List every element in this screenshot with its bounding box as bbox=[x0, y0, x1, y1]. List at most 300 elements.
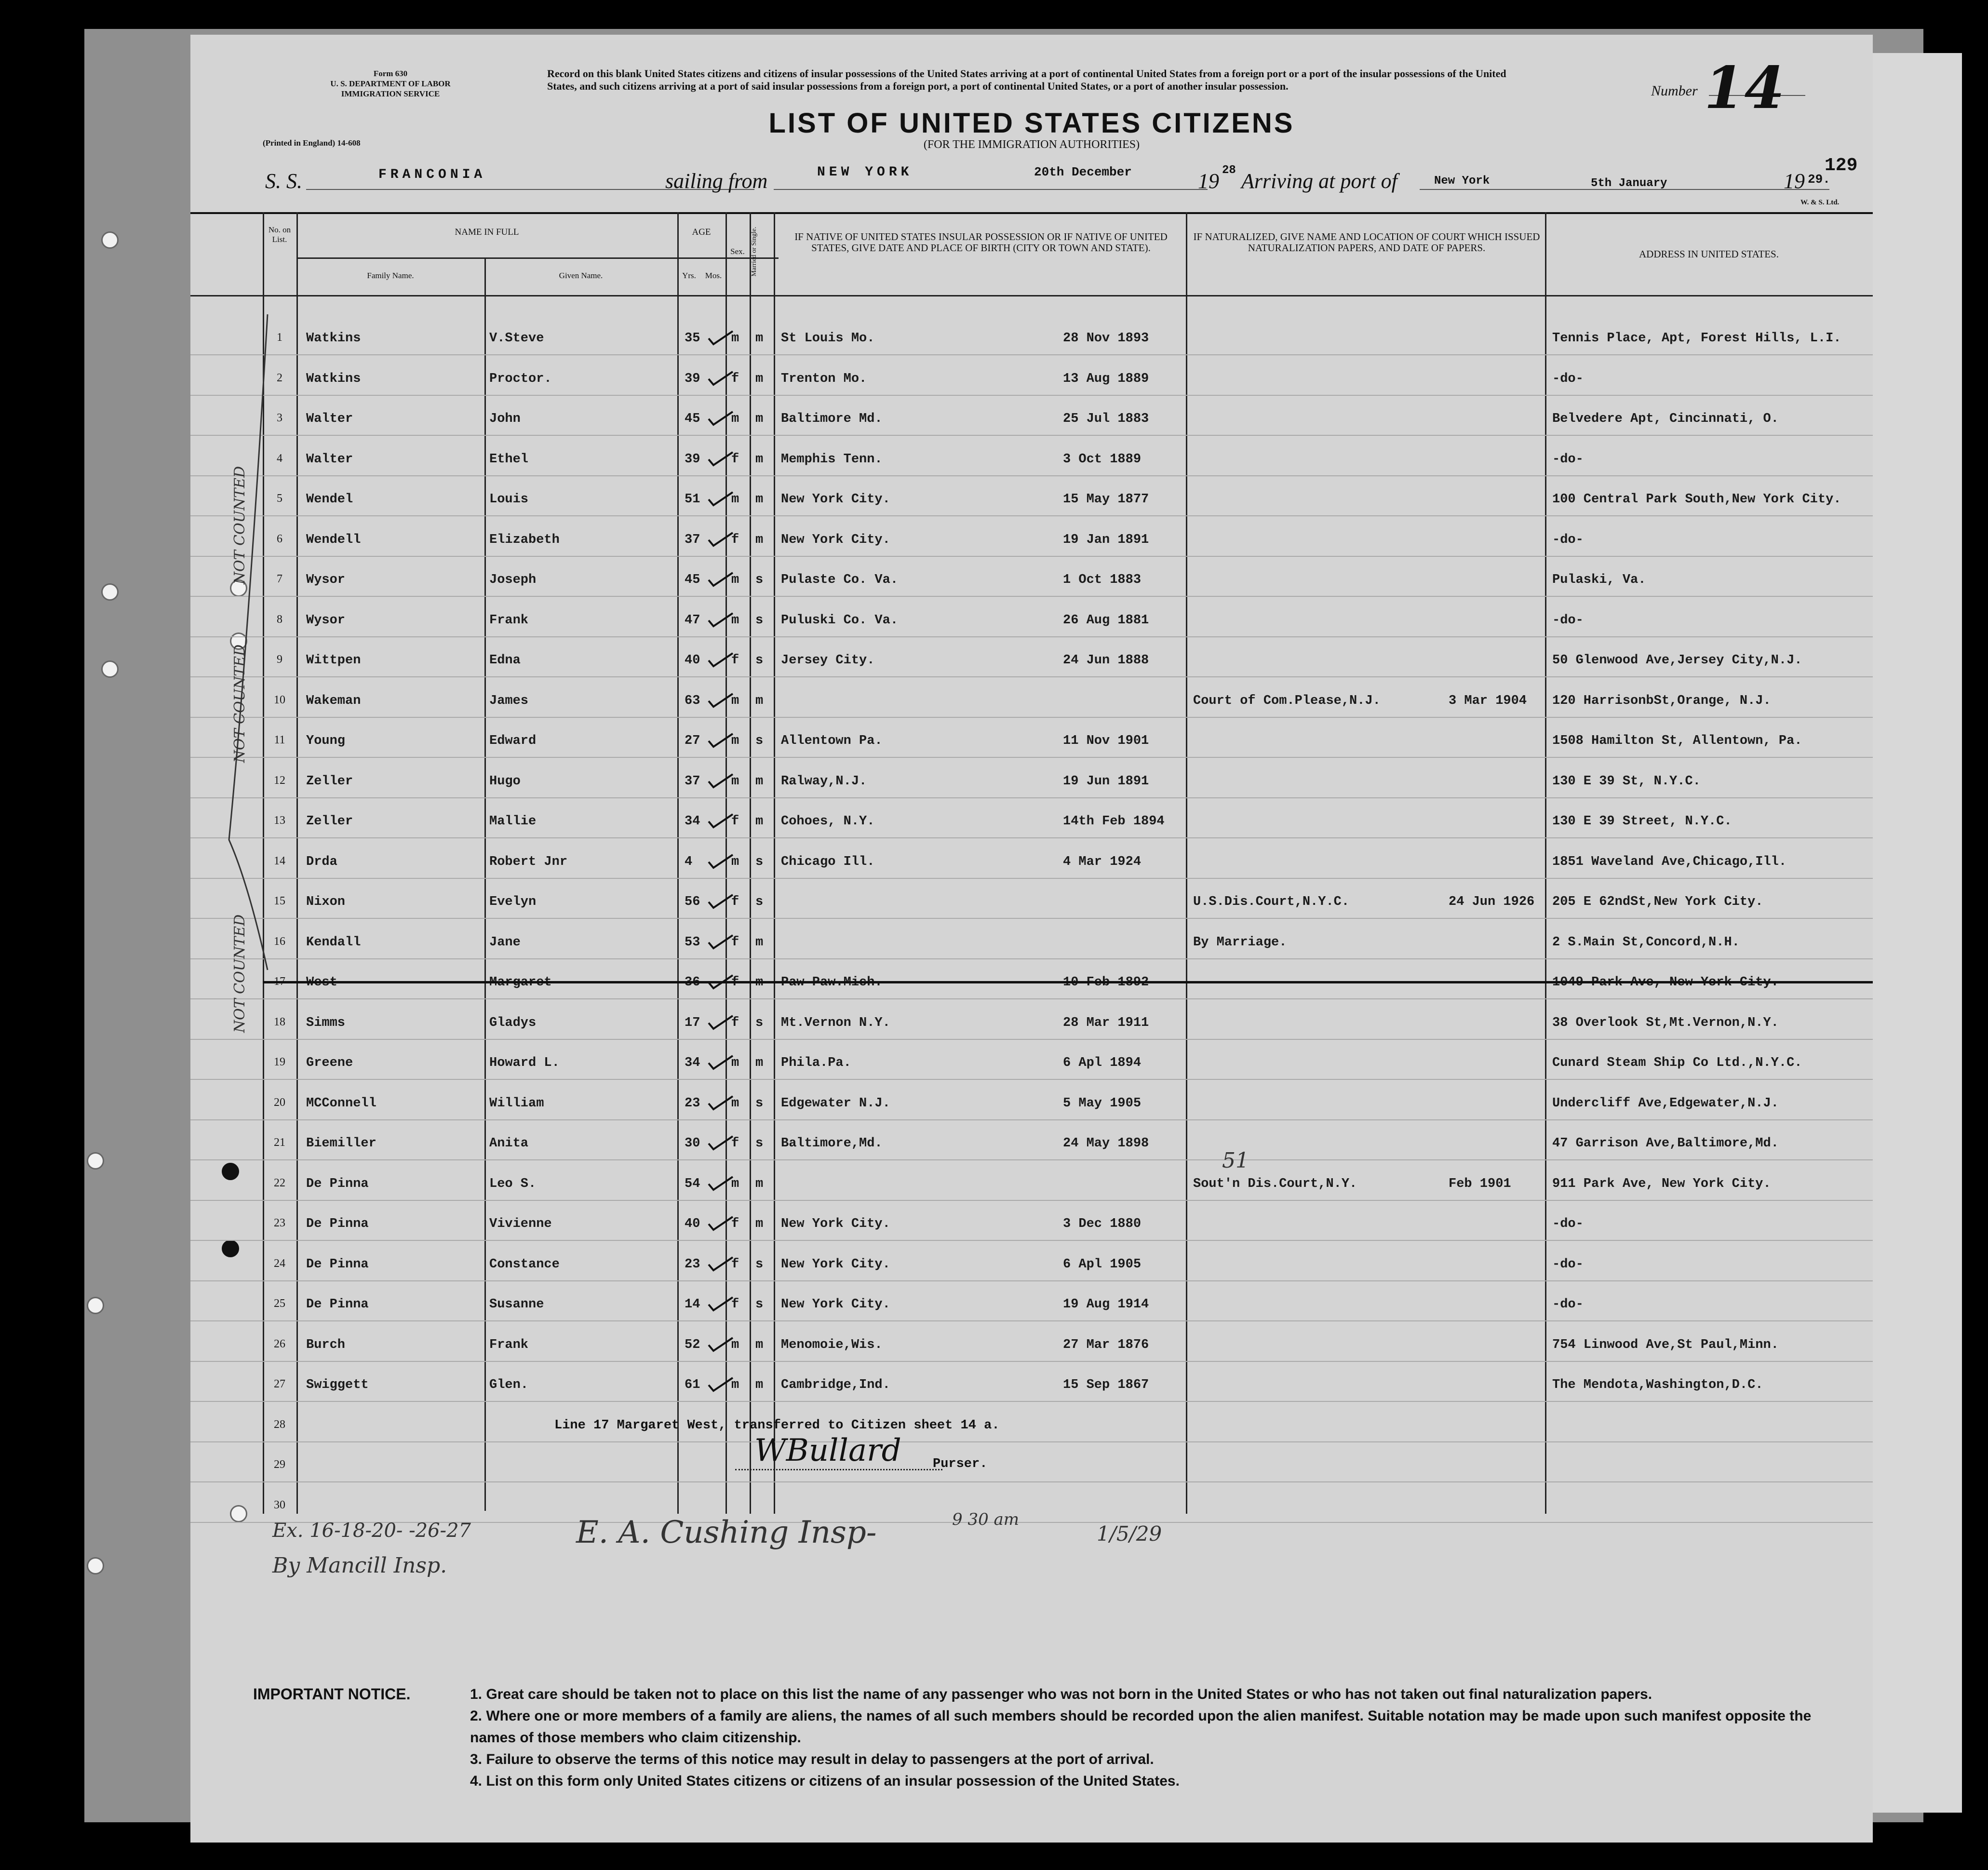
row-rule bbox=[190, 1119, 1873, 1120]
birth-place: Menomoie,Wis. bbox=[781, 1337, 883, 1352]
row-number: 5 bbox=[277, 492, 282, 505]
row-number: 12 bbox=[274, 774, 285, 787]
family-name: De Pinna bbox=[306, 1176, 369, 1191]
not-counted-note: NOT COUNTED bbox=[231, 644, 249, 763]
marital-status: s bbox=[755, 1015, 764, 1030]
number-51-note: 51 bbox=[1222, 1148, 1249, 1173]
row-number: 26 bbox=[274, 1337, 285, 1350]
col-sep bbox=[1186, 212, 1187, 1514]
row-rule bbox=[190, 958, 1873, 959]
us-address: 100 Central Park South,New York City. bbox=[1552, 492, 1841, 507]
row-rule bbox=[190, 556, 1873, 557]
birth-date: 27 Mar 1876 bbox=[1063, 1337, 1149, 1352]
birth-date: 25 Jul 1883 bbox=[1063, 412, 1149, 426]
marital-status: m bbox=[755, 693, 764, 708]
service-name: IMMIGRATION SERVICE bbox=[341, 89, 440, 98]
age-years: 40 bbox=[685, 653, 700, 668]
age-years: 61 bbox=[685, 1378, 700, 1392]
sex: m bbox=[731, 1337, 739, 1352]
us-address: 911 Park Ave, New York City. bbox=[1552, 1176, 1771, 1191]
naturalization-court: Court of Com.Please,N.J. bbox=[1193, 693, 1381, 708]
marital-status: m bbox=[755, 814, 764, 829]
sailing-from-label: sailing from bbox=[665, 169, 768, 193]
age-years: 34 bbox=[685, 1056, 700, 1070]
age-years: 14 bbox=[685, 1297, 700, 1312]
record-notice: Record on this blank United States citizens and citizens of insular possessions of the United States arriving at a port of continental United States from a foreign port or a port of the insular possessions of the United States, and such citizens arriving at a port of said insular possessions from a foreign port, a port of continental United States, or a port of another insular possession. bbox=[547, 67, 1506, 92]
col-sep bbox=[484, 257, 486, 1511]
marital-status: m bbox=[755, 1378, 764, 1392]
birth-date: 19 Jun 1891 bbox=[1063, 774, 1149, 789]
sex: m bbox=[731, 1176, 739, 1191]
row-rule bbox=[190, 475, 1873, 476]
given-name: Proctor. bbox=[489, 371, 552, 386]
check-mark bbox=[706, 1053, 735, 1073]
time-note: 9 30 am bbox=[952, 1510, 1020, 1529]
birth-place: New York City. bbox=[781, 532, 890, 547]
sex: f bbox=[731, 371, 739, 386]
birth-date: 3 Oct 1889 bbox=[1063, 452, 1142, 467]
age-years: 52 bbox=[685, 1337, 700, 1352]
form-info bbox=[328, 68, 453, 99]
col-header-sex: Sex. bbox=[730, 247, 745, 256]
sex: m bbox=[731, 693, 739, 708]
row-number: 22 bbox=[274, 1176, 285, 1189]
check-mark bbox=[706, 1375, 735, 1395]
col-header-no: No. on List. bbox=[268, 225, 291, 244]
us-address: -do- bbox=[1552, 613, 1584, 628]
check-mark bbox=[706, 1094, 735, 1113]
marital-status: s bbox=[755, 734, 764, 748]
given-name: Louis bbox=[489, 492, 529, 507]
birth-date: 26 Aug 1881 bbox=[1063, 613, 1149, 628]
age-years: 35 bbox=[685, 331, 700, 346]
marital-status: m bbox=[755, 774, 764, 789]
us-address: 754 Linwood Ave,St Paul,Minn. bbox=[1552, 1337, 1779, 1352]
sex: f bbox=[731, 814, 739, 829]
us-address: 1508 Hamilton St, Allentown, Pa. bbox=[1552, 734, 1802, 748]
birth-date: 28 Nov 1893 bbox=[1063, 331, 1149, 346]
check-mark bbox=[706, 1214, 735, 1234]
col-sep bbox=[774, 212, 775, 1514]
check-mark bbox=[706, 490, 735, 509]
age-years: 17 bbox=[685, 1015, 700, 1030]
row-number: 2 bbox=[277, 371, 282, 384]
printed-note: (Printed in England) 14-608 bbox=[263, 138, 361, 148]
ss-label: S. S. bbox=[265, 169, 302, 193]
punch-hole bbox=[87, 1297, 104, 1314]
age-years: 30 bbox=[685, 1136, 700, 1151]
sex: m bbox=[731, 1378, 739, 1392]
check-mark bbox=[706, 1013, 735, 1033]
given-name: Robert Jnr bbox=[489, 854, 568, 869]
age-years: 47 bbox=[685, 613, 700, 628]
row-number: 13 bbox=[274, 814, 285, 827]
sex: m bbox=[731, 613, 739, 628]
birth-place: Puluski Co. Va. bbox=[781, 613, 899, 628]
birth-date: 4 Mar 1924 bbox=[1063, 854, 1142, 869]
row-rule bbox=[190, 1240, 1873, 1241]
birth-place: Memphis Tenn. bbox=[781, 452, 883, 467]
row-number: 8 bbox=[277, 613, 282, 626]
check-mark bbox=[706, 369, 735, 389]
number-label: Number bbox=[1651, 83, 1698, 99]
given-name: Constance bbox=[489, 1257, 560, 1272]
sex: f bbox=[731, 532, 739, 547]
family-name: Burch bbox=[306, 1337, 346, 1352]
family-name: Walter bbox=[306, 452, 353, 467]
family-name: De Pinna bbox=[306, 1257, 369, 1272]
given-name: Edna bbox=[489, 653, 521, 668]
sex: m bbox=[731, 1096, 739, 1111]
marital-status: m bbox=[755, 1176, 764, 1191]
birth-date: 1 Oct 1883 bbox=[1063, 573, 1142, 587]
sex: m bbox=[731, 412, 739, 426]
row-rule bbox=[190, 596, 1873, 597]
row-rule bbox=[190, 435, 1873, 436]
row-number: 3 bbox=[277, 412, 282, 424]
family-name: Zeller bbox=[306, 774, 353, 789]
page-title: LIST OF UNITED STATES CITIZENS bbox=[768, 108, 1295, 139]
row-number: 10 bbox=[274, 693, 285, 706]
punch-hole bbox=[87, 1152, 104, 1170]
col-header-native: IF NATIVE OF UNITED STATES INSULAR POSSESSION OR IF NATIVE OF UNITED STATES, GIVE DATE AND PLACE OF BIRTH (CITY OR TOWN AND STATE). bbox=[794, 231, 1168, 254]
col-header-married: Married or Single. bbox=[751, 227, 758, 277]
us-address: Tennis Place, Apt, Forest Hills, L.I. bbox=[1552, 331, 1841, 346]
row-number: 11 bbox=[274, 734, 285, 746]
number-value: 14 bbox=[1704, 54, 1785, 122]
col-sep bbox=[1545, 212, 1546, 1514]
row-number: 1 bbox=[277, 331, 282, 344]
row-number: 25 bbox=[274, 1297, 285, 1310]
marital-status: s bbox=[755, 1257, 764, 1272]
col-header-given: Given Name. bbox=[559, 271, 603, 280]
check-mark bbox=[706, 933, 735, 952]
us-address: 1851 Waveland Ave,Chicago,Ill. bbox=[1552, 854, 1787, 869]
us-address: 2 S.Main St,Concord,N.H. bbox=[1552, 935, 1740, 950]
printer-mark: W. & S. Ltd. bbox=[1800, 199, 1840, 206]
us-address: 130 E 39 St, N.Y.C. bbox=[1552, 774, 1701, 789]
family-name: Simms bbox=[306, 1015, 346, 1030]
age-years: 4 bbox=[685, 854, 693, 869]
given-name: Joseph bbox=[489, 573, 537, 587]
sex: f bbox=[731, 653, 739, 668]
row-number: 16 bbox=[274, 935, 285, 948]
given-name: Howard L. bbox=[489, 1056, 560, 1070]
row-number: 14 bbox=[274, 854, 285, 867]
family-name: Drda bbox=[306, 854, 337, 869]
birth-place: Mt.Vernon N.Y. bbox=[781, 1015, 890, 1030]
notice-item: 4. List on this form only United States citizens or citizens of an insular possession of the United States. bbox=[470, 1773, 1180, 1789]
age-years: 39 bbox=[685, 371, 700, 386]
row-rule bbox=[190, 757, 1873, 758]
us-address: 120 HarrisonbSt,Orange, N.J. bbox=[1552, 693, 1771, 708]
family-name: Wysor bbox=[306, 613, 346, 628]
age-years: 51 bbox=[685, 492, 700, 507]
given-name: James bbox=[489, 693, 529, 708]
given-name: Glen. bbox=[489, 1378, 529, 1392]
age-years: 23 bbox=[685, 1096, 700, 1111]
family-name: Watkins bbox=[306, 331, 361, 346]
family-name: Wakeman bbox=[306, 693, 361, 708]
given-name: Edward bbox=[489, 734, 537, 748]
sex: f bbox=[731, 1136, 739, 1151]
important-notice bbox=[253, 1683, 1858, 1792]
birth-date: 19 Aug 1914 bbox=[1063, 1297, 1149, 1312]
family-name: Zeller bbox=[306, 814, 353, 829]
birth-date: 5 May 1905 bbox=[1063, 1096, 1142, 1111]
arrival-date: 5th January bbox=[1591, 177, 1667, 190]
birth-place: St Louis Mo. bbox=[781, 331, 875, 346]
transfer-note: Line 17 Margaret West, transferred to Citizen sheet 14 a. bbox=[554, 1418, 1000, 1433]
marital-status: m bbox=[755, 412, 764, 426]
marital-status: s bbox=[755, 1136, 764, 1151]
birth-date: 6 Apl 1905 bbox=[1063, 1257, 1142, 1272]
birth-place: Ralway,N.J. bbox=[781, 774, 867, 789]
us-address: 205 E 62ndSt,New York City. bbox=[1552, 895, 1763, 909]
us-address: Belvedere Apt, Cincinnati, O. bbox=[1552, 412, 1779, 426]
naturalization-court: By Marriage. bbox=[1193, 935, 1287, 950]
birth-place: Phila.Pa. bbox=[781, 1056, 851, 1070]
table-header-bottom bbox=[190, 295, 1873, 296]
family-name: Wysor bbox=[306, 573, 346, 587]
row-rule bbox=[190, 1039, 1873, 1040]
row-number: 21 bbox=[274, 1136, 285, 1149]
check-mark bbox=[706, 1134, 735, 1153]
col-sep bbox=[677, 212, 679, 1514]
table-top-border bbox=[190, 212, 1873, 214]
row-rule bbox=[190, 837, 1873, 838]
punch-hole bbox=[101, 231, 119, 249]
marital-status: s bbox=[755, 1096, 764, 1111]
check-mark bbox=[706, 1335, 735, 1355]
given-name: Jane bbox=[489, 935, 521, 950]
check-mark bbox=[706, 530, 735, 550]
row-rule bbox=[190, 1441, 1873, 1442]
naturalization-court: U.S.Dis.Court,N.Y.C. bbox=[1193, 895, 1350, 909]
row-number: 19 bbox=[274, 1056, 285, 1068]
notice-heading: IMPORTANT NOTICE. bbox=[253, 1685, 411, 1703]
age-years: 40 bbox=[685, 1217, 700, 1231]
check-mark bbox=[706, 450, 735, 469]
manifest-sheet bbox=[190, 35, 1873, 1843]
check-mark bbox=[706, 1255, 735, 1274]
given-name: William bbox=[489, 1096, 544, 1111]
us-address: 130 E 39 Street, N.Y.C. bbox=[1552, 814, 1732, 829]
col-header-mos: Mos. bbox=[705, 271, 722, 280]
us-address: -do- bbox=[1552, 452, 1584, 467]
row-rule bbox=[190, 1200, 1873, 1201]
birth-place: Cohoes, N.Y. bbox=[781, 814, 875, 829]
age-years: 39 bbox=[685, 452, 700, 467]
from-underline bbox=[774, 189, 1208, 190]
birth-place: New York City. bbox=[781, 492, 890, 507]
notice-item: 3. Failure to observe the terms of this notice may result in delay to passengers at the port of arrival. bbox=[470, 1751, 1154, 1767]
birth-date: 28 Mar 1911 bbox=[1063, 1015, 1149, 1030]
purser-signature: WBullard bbox=[754, 1433, 901, 1468]
page-subtitle: (FOR THE IMMIGRATION AUTHORITIES) bbox=[923, 138, 1140, 151]
row-number: 7 bbox=[277, 573, 282, 585]
arrival-year-prefix: 19 bbox=[1784, 169, 1805, 193]
birth-place: Trenton Mo. bbox=[781, 371, 867, 386]
punch-hole bbox=[101, 660, 119, 678]
given-name: Evelyn bbox=[489, 895, 537, 909]
age-years: 45 bbox=[685, 573, 700, 587]
age-years: 63 bbox=[685, 693, 700, 708]
us-address: Pulaski, Va. bbox=[1552, 573, 1646, 587]
age-years: 23 bbox=[685, 1257, 700, 1272]
family-name: Wittpen bbox=[306, 653, 361, 668]
family-name: Greene bbox=[306, 1056, 353, 1070]
us-address: 38 Overlook St,Mt.Vernon,N.Y. bbox=[1552, 1015, 1779, 1030]
row-number: 15 bbox=[274, 895, 285, 907]
naturalization-date: 3 Mar 1904 bbox=[1449, 693, 1527, 708]
family-name: Nixon bbox=[306, 895, 346, 909]
birth-place: Chicago Ill. bbox=[781, 854, 875, 869]
birth-date: 14th Feb 1894 bbox=[1063, 814, 1165, 829]
birth-date: 6 Apl 1894 bbox=[1063, 1056, 1142, 1070]
birth-place: Baltimore Md. bbox=[781, 412, 883, 426]
arrival-year: 29. bbox=[1808, 172, 1830, 187]
row-number: 4 bbox=[277, 452, 282, 465]
row-rule bbox=[190, 395, 1873, 396]
purser-label: Purser. bbox=[933, 1457, 988, 1471]
purser-line bbox=[735, 1469, 942, 1470]
notice-item: 2. Where one or more members of a family are aliens, the names of all such members should be recorded upon the alien manifest. Suitable notation may be made upon such manifest opposite the names of those members who claim citizenship. bbox=[470, 1708, 1812, 1746]
birth-place: Edgewater N.J. bbox=[781, 1096, 890, 1111]
row-rule bbox=[190, 1159, 1873, 1160]
arriving-label: Arriving at port of bbox=[1241, 169, 1397, 193]
row-number: 30 bbox=[274, 1498, 285, 1511]
col-header-yrs: Yrs. bbox=[682, 271, 696, 280]
date-note: 1/5/29 bbox=[1097, 1522, 1162, 1546]
birth-date: 11 Nov 1901 bbox=[1063, 734, 1149, 748]
naturalization-court: Sout'n Dis.Court,N.Y. bbox=[1193, 1176, 1357, 1191]
col-header-name: NAME IN FULL bbox=[455, 227, 519, 237]
marital-status: s bbox=[755, 854, 764, 869]
row-rule bbox=[190, 1280, 1873, 1281]
family-name: Kendall bbox=[306, 935, 361, 950]
birth-date: 24 Jun 1888 bbox=[1063, 653, 1149, 668]
sex: f bbox=[731, 1257, 739, 1272]
page-number-stamp: 129 bbox=[1825, 155, 1858, 176]
not-counted-note: NOT COUNTED bbox=[231, 466, 249, 585]
punch-hole bbox=[222, 1163, 239, 1180]
check-mark bbox=[706, 651, 735, 670]
sex: m bbox=[731, 854, 739, 869]
us-address: 47 Garrison Ave,Baltimore,Md. bbox=[1552, 1136, 1779, 1151]
marital-status: m bbox=[755, 1217, 764, 1231]
name-subheader-line bbox=[296, 257, 779, 259]
us-address: Undercliff Ave,Edgewater,N.J. bbox=[1552, 1096, 1779, 1111]
by-line: By Mancill Insp. bbox=[272, 1553, 447, 1578]
check-mark bbox=[706, 892, 735, 912]
marital-status: s bbox=[755, 653, 764, 668]
row-rule bbox=[190, 1481, 1873, 1482]
family-name: Wendel bbox=[306, 492, 353, 507]
punch-hole bbox=[87, 1557, 104, 1574]
family-name: De Pinna bbox=[306, 1297, 369, 1312]
sex: m bbox=[731, 774, 739, 789]
check-mark bbox=[706, 1295, 735, 1314]
check-mark bbox=[706, 852, 735, 872]
sex: f bbox=[731, 1217, 739, 1231]
row-number: 20 bbox=[274, 1096, 285, 1109]
marital-status: s bbox=[755, 573, 764, 587]
age-years: 54 bbox=[685, 1176, 700, 1191]
sail-year: 28 bbox=[1222, 164, 1236, 177]
sex: m bbox=[731, 734, 739, 748]
given-name: Ethel bbox=[489, 452, 529, 467]
marital-status: m bbox=[755, 452, 764, 467]
sex: f bbox=[731, 452, 739, 467]
row-rule bbox=[190, 918, 1873, 919]
given-name: Mallie bbox=[489, 814, 537, 829]
birth-date: 13 Aug 1889 bbox=[1063, 371, 1149, 386]
marital-status: m bbox=[755, 331, 764, 346]
given-name: Elizabeth bbox=[489, 532, 560, 547]
birth-place: Pulaste Co. Va. bbox=[781, 573, 899, 587]
family-name: Walter bbox=[306, 412, 353, 426]
marital-status: m bbox=[755, 935, 764, 950]
given-name: Leo S. bbox=[489, 1176, 537, 1191]
us-address: -do- bbox=[1552, 1217, 1584, 1231]
birth-place: Cambridge,Ind. bbox=[781, 1378, 890, 1392]
family-name: MCConnell bbox=[306, 1096, 376, 1111]
col-header-address: ADDRESS IN UNITED STATES. bbox=[1639, 248, 1779, 260]
row-rule bbox=[190, 1320, 1873, 1321]
marital-status: s bbox=[755, 895, 764, 909]
given-name: Frank bbox=[489, 1337, 529, 1352]
row-number: 23 bbox=[274, 1217, 285, 1229]
marital-status: s bbox=[755, 1297, 764, 1312]
sail-date: 20th December bbox=[1034, 165, 1132, 179]
check-mark bbox=[706, 772, 735, 791]
us-address: Cunard Steam Ship Co Ltd.,N.Y.C. bbox=[1552, 1056, 1802, 1070]
check-mark bbox=[706, 409, 735, 429]
sex: m bbox=[731, 1056, 739, 1070]
birth-date: 24 May 1898 bbox=[1063, 1136, 1149, 1151]
us-address: -do- bbox=[1552, 532, 1584, 547]
inspector-signature: E. A. Cushing Insp- bbox=[576, 1515, 877, 1550]
birth-date: 19 Jan 1891 bbox=[1063, 532, 1149, 547]
family-name: Wendell bbox=[306, 532, 361, 547]
given-name: V.Steve bbox=[489, 331, 544, 346]
col-sep bbox=[296, 212, 298, 1514]
marital-status: m bbox=[755, 1337, 764, 1352]
age-years: 56 bbox=[685, 895, 700, 909]
age-years: 45 bbox=[685, 412, 700, 426]
given-name: Frank bbox=[489, 613, 529, 628]
check-mark bbox=[706, 691, 735, 711]
notice-item: 1. Great care should be taken not to place on this list the name of any passenger who was not born in the United States or who has not taken out final naturalization papers. bbox=[470, 1686, 1652, 1702]
strike-row-17 bbox=[263, 981, 1873, 983]
given-name: Vivienne bbox=[489, 1217, 552, 1231]
row-rule bbox=[190, 878, 1873, 879]
us-address: -do- bbox=[1552, 1257, 1584, 1272]
row-rule bbox=[190, 354, 1873, 355]
marital-status: m bbox=[755, 492, 764, 507]
us-address: The Mendota,Washington,D.C. bbox=[1552, 1378, 1763, 1392]
us-address: -do- bbox=[1552, 371, 1584, 386]
col-sep bbox=[750, 212, 751, 1514]
us-address: -do- bbox=[1552, 1297, 1584, 1312]
naturalization-date: 24 Jun 1926 bbox=[1449, 895, 1535, 909]
marital-status: m bbox=[755, 532, 764, 547]
check-mark bbox=[706, 611, 735, 630]
check-mark bbox=[706, 329, 735, 348]
row-number: 6 bbox=[277, 532, 282, 545]
punch-hole bbox=[230, 1505, 247, 1522]
